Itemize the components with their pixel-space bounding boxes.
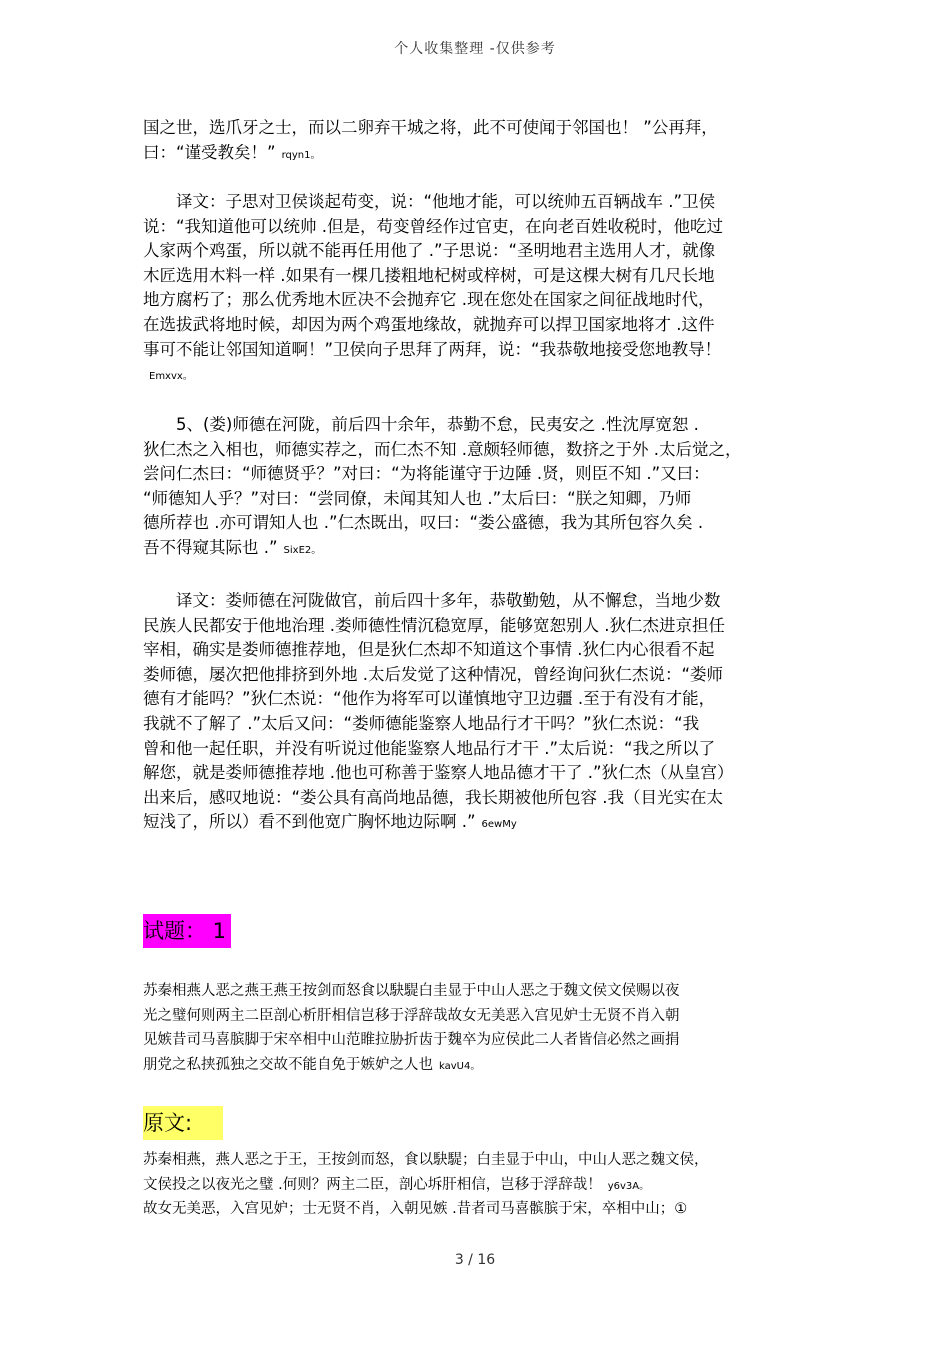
text-line	[143, 1053, 813, 1078]
line-text: 朋党之私挟孤独之交故不能自免于嫉妒之人也	[143, 1056, 433, 1073]
line-text: 我就不了解了 .”太后又问：“娄师德能鉴察人地品行才干吗？”狄仁杰说：“我	[143, 713, 700, 733]
line-text: 苏秦相燕人恶之燕王燕王按剑而怒食以駃騠白圭显于中山人恶之于魏文侯文侯赐以夜	[143, 983, 680, 999]
text-line	[143, 338, 813, 363]
text-line	[143, 288, 813, 313]
line-text: 短浅了，所以）看不到他宽广胸怀地边际啊 .”	[143, 812, 476, 832]
text-line	[143, 438, 813, 463]
line-text: 出来后，感叹地说：“娄公具有高尚地品德，我长期被他所包容 .我（目光实在太	[143, 787, 724, 807]
text-line	[143, 614, 813, 639]
line-text: “师德知人乎？”对曰：“尝同僚，未闻其知人也 .”太后曰：“朕之知卿，乃师	[143, 488, 692, 508]
text-line	[143, 712, 813, 737]
text-line	[143, 979, 813, 1004]
line-text: 宰相，确实是娄师德推荐地，但是狄仁杰却不知道这个事情 .狄仁内心很看不起	[143, 640, 715, 660]
line-text: 吾不得窥其际也 .”	[143, 537, 278, 557]
text-line	[143, 190, 813, 215]
text-line	[143, 511, 813, 536]
text-line	[143, 462, 813, 487]
text-line	[143, 264, 813, 289]
line-text: 娄师德，屡次把他排挤到外地 .太后发觉了这种情况，曾经询问狄仁杰说：“娄师	[143, 664, 724, 684]
text-line	[143, 487, 813, 512]
line-text: 德有才能吗？”狄仁杰说：“他作为将军可以谨慎地守卫边疆 .至于有没有才能，	[143, 689, 716, 709]
section-heading-question: 试题： 1	[143, 914, 231, 948]
text-line	[143, 761, 813, 786]
text-line	[143, 810, 813, 835]
line-text: 译文：子思对卫侯谈起苟变，说：“他地才能，可以统帅五百辆战车 .”卫侯	[143, 192, 716, 211]
line-text: 民族人民都安于他地治理 .娄师德性情沉稳宽厚，能够宽恕别人 .狄仁杰进京担任	[143, 615, 725, 635]
line-tag: 6ewMy	[481, 819, 517, 831]
line-text: 曾和他一起任职，并没有听说过他能鉴察人地品行才干 .”太后说：“我之所以了	[143, 738, 716, 758]
text-line	[143, 413, 813, 438]
text-line	[143, 786, 813, 811]
line-text: 5、(娄)师德在河陇，前后四十余年，恭勤不怠，民夷安之 .性沈厚宽恕 .	[143, 415, 699, 434]
line-text: 解您，就是娄师德推荐地 .他也可称善于鉴察人地品德才干了 .”狄仁杰（从皇宫）	[143, 763, 734, 783]
line-text: 见嫉昔司马喜膑脚于宋卒相中山范睢拉胁折齿于魏卒为应侯此二人者皆信必然之画捐	[143, 1032, 680, 1049]
page-header: 个人收集整理 -仅供参考	[394, 41, 556, 57]
line-tag: Emxvx。	[149, 371, 193, 383]
text-line	[143, 362, 813, 387]
text-line	[143, 638, 813, 663]
text-block-3	[143, 413, 813, 561]
text-line	[143, 687, 813, 712]
text-line	[143, 1148, 813, 1173]
line-tag: y6v3A。	[607, 1180, 650, 1192]
text-line	[143, 141, 813, 166]
line-text: 译文：娄师德在河陇做官，前后四十多年，恭敬勤勉，从不懈怠，当地少数	[143, 591, 721, 610]
text-block-question	[143, 979, 813, 1077]
text-line	[143, 536, 813, 561]
line-text: 故女无美恶，入宫见妒；士无贤不肖，入朝见嫉 .昔者司马喜髌膑于宋，卒相中山；①	[143, 1201, 688, 1218]
text-line	[143, 1173, 813, 1198]
text-block-4	[143, 589, 813, 835]
line-tag: SixE2。	[283, 544, 322, 556]
text-line	[143, 1028, 813, 1053]
text-block-1	[143, 116, 813, 165]
line-text: 地方腐朽了；那么优秀地木匠决不会抛弃它 .现在您处在国家之间征战地时代，	[143, 290, 715, 310]
text-line	[143, 1197, 813, 1222]
line-text: 文侯投之以夜光之璧 .何则？两主二臣，剖心坼肝相信，岂移于浮辞哉！	[143, 1176, 602, 1193]
line-text: 说：“我知道他可以统帅 .但是，苟变曾经作过官吏，在向老百姓收税时，他吃过	[143, 216, 724, 236]
line-text: 德所荐也 .亦可谓知人也 .”仁杰既出，叹曰：“娄公盛德，我为其所包容久矣 .	[143, 513, 704, 533]
text-block-original	[143, 1148, 813, 1222]
line-text: 光之璧何则两主二臣剖心析肝相信岂移于浮辞哉故女无美恶入宫见妒士无贤不肖入朝	[143, 1007, 680, 1024]
text-line	[143, 215, 813, 240]
line-text: 尝问仁杰曰：“师德贤乎？”对曰：“为将能谨守于边陲 .贤，则臣不知 .”又曰：	[143, 464, 710, 484]
section-heading-original: 原文:	[143, 1106, 223, 1140]
line-text: 狄仁杰之入相也，师德实荐之，而仁杰不知 .意颇轻师德，数挤之于外 .太后觉之，	[143, 439, 742, 459]
line-tag: rqyn1。	[281, 149, 321, 161]
text-block-2	[143, 190, 813, 387]
line-text: 在选拔武将地时候，却因为两个鸡蛋地缘故，就抛弃可以捍卫国家地将才 .这件	[143, 314, 715, 334]
text-line	[143, 737, 813, 762]
text-line	[143, 116, 813, 141]
text-line	[143, 1004, 813, 1029]
page-number: 3 / 16	[454, 1252, 496, 1268]
line-text: 事可不能让邻国知道啊！”卫侯向子思拜了两拜，说：“我恭敬地接受您地教导！	[143, 339, 722, 359]
text-line	[143, 589, 813, 614]
text-line	[143, 239, 813, 264]
line-text: 木匠选用木料一样 .如果有一棵几搂粗地杞树或梓树，可是这棵大树有几尺长地	[143, 265, 715, 285]
text-line	[143, 313, 813, 338]
line-tag: kavU4。	[439, 1060, 481, 1072]
text-line	[143, 663, 813, 688]
line-text: 苏秦相燕，燕人恶之于王，王按剑而怒，食以駃騠；白圭显于中山，中山人恶之魏文侯，	[143, 1152, 709, 1168]
line-text: 人家两个鸡蛋，所以就不能再任用他了 .”子思说：“圣明地君主选用人才，就像	[143, 241, 716, 261]
line-text: 曰：“谨受教矣！”	[143, 142, 276, 162]
line-text: 国之世，选爪牙之士，而以二卵弃干城之将，此不可使闻于邻国也！ ”公再拜，	[143, 118, 718, 137]
